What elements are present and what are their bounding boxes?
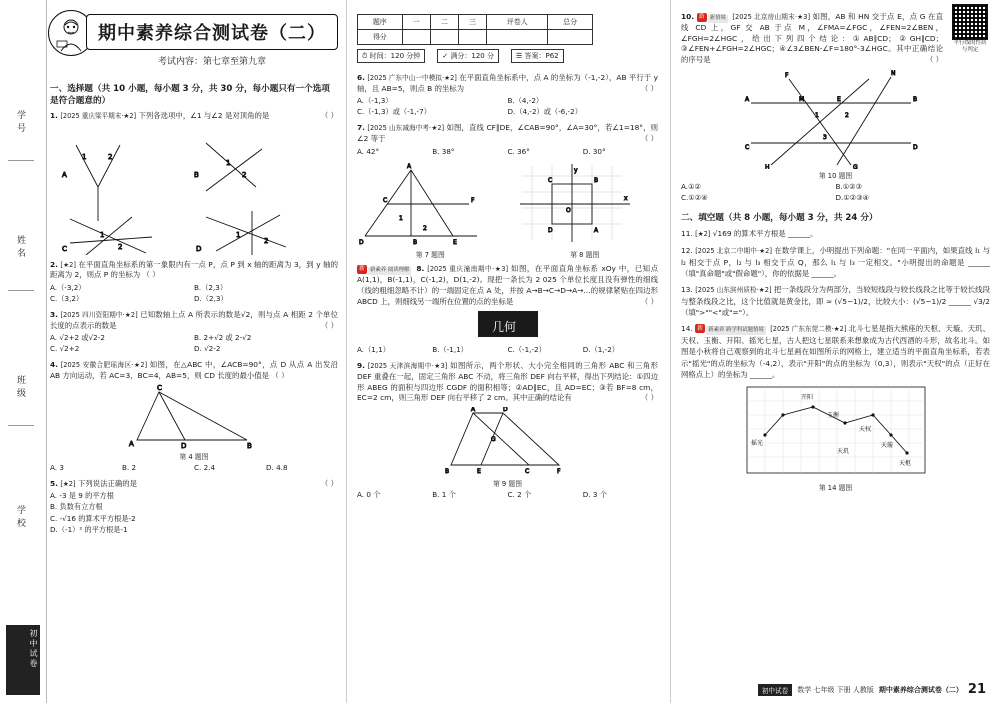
exam-total: ✓ 满分：120 分 [437, 49, 499, 63]
q5-option-c: C. -√16 的算术平方根是-2 [50, 513, 136, 523]
q9-number: 9. [357, 361, 365, 371]
svg-text:D: D [359, 239, 364, 247]
footer-meta: 数学 七年级 下册 人教版 [797, 685, 874, 694]
q3-option-b: B. 2+√2 或 2-√2 [194, 333, 252, 343]
q7-options [357, 147, 658, 158]
exam-answer-page: ☰ 答案：P62 [511, 49, 564, 63]
q2-answer-slot: （ ） [142, 270, 160, 280]
svg-text:y: y [573, 167, 578, 175]
q9-options [357, 490, 658, 501]
q8-tag: [2025 重庆潼南期中·★3] [427, 265, 509, 274]
score-cell-v5[interactable] [548, 30, 593, 45]
q10-options [681, 182, 990, 204]
star-label-tianshu: 天枢 [898, 459, 911, 467]
svg-text:2: 2 [264, 236, 269, 245]
q3-option-c: C. √2+2 [50, 344, 80, 354]
q10-answer-slot: （ ） [925, 55, 943, 65]
q5-number: 5. [50, 479, 58, 489]
q4-option-a: A. 3 [50, 463, 64, 473]
q11-tag: [★2] [695, 230, 711, 239]
q9-option-a: A. 0 个 [357, 490, 381, 500]
svg-text:E: E [476, 468, 481, 476]
q14-tag: [2025 广东东莞二模·★2] [770, 325, 847, 334]
q7-number: 7. [357, 123, 365, 133]
q2-option-a: A.（-3,2） [50, 283, 86, 293]
q14-text: 北斗七星是指大熊座的天枢、天璇、天玑、天权、玉衡、开阳、摇光七星，古人把这七星联系来想象成为古代西酒的斗形，故名北斗。如图是小秋将自己观察到的北斗七星画在如图所示的网格上，建立适当的平面直角坐标系，若表示"摇光"的点的坐标为（-4,2），表示"开阳"的点的坐标为（0,3），则表示"天权"的点（正好在网格点上）的坐标为 ______。 [681, 324, 990, 379]
q5-tag: [★2] [60, 480, 76, 489]
question-4 [50, 360, 338, 381]
q7-option-b: B. 38° [432, 146, 455, 156]
q3-answer-slot: （ ） [320, 320, 338, 330]
q5-option-d: D.（-1）² 的平方根是-1 [50, 525, 128, 535]
question-7 [357, 123, 658, 144]
q5-options [50, 490, 338, 536]
q12-text: 在数学课上，小明提出下列命题："在同一平面内，如果直线 l₁ 与 l₂ 相交于点 P，l₂ 与 l₃ 相交于点 Q，那么 l₁ 与 l₃ 一定相交。"小明提出的命题是 ______（填"真命题"或"假命题"），你的依据是 ______。 [681, 246, 990, 279]
q10-number: 10. [681, 12, 695, 21]
q14-figcap: 第 14 题图 [818, 483, 853, 492]
svg-text:F: F [471, 197, 475, 205]
svg-text:D: D [181, 442, 187, 451]
svg-text:C: C [744, 143, 749, 151]
q8-option-d: D.（1,-2） [582, 345, 619, 355]
q6-option-a: A.（-1,3） [357, 96, 393, 106]
q6-option-d: D.（4,-2）或（-6,-2） [507, 107, 582, 117]
score-cell-v0: 得分 [358, 30, 403, 45]
svg-text:C: C [62, 244, 67, 253]
svg-text:A: A [744, 95, 749, 103]
score-cell-h1: 一 [402, 15, 430, 30]
q5-answer-slot: （ ） [320, 479, 338, 489]
score-cell-h4: 评卷人 [487, 15, 548, 30]
footer-title: 期中素养综合测试卷（二） [878, 685, 963, 694]
q1-tag: [2025 重庆梁平期末·★2] [60, 112, 137, 120]
q4-option-b: B. 2 [122, 463, 137, 473]
q10-figcap: 第 10 题图 [818, 171, 853, 180]
footer-badge: 初中试卷 [758, 684, 792, 696]
strip-label-xuexiao: 学校 [15, 505, 25, 531]
title-block [50, 14, 338, 74]
svg-text:1: 1 [82, 152, 87, 161]
q12-number: 12. [681, 246, 693, 256]
q10-text: 如图，AB 和 HN 交于点 E，点 G 在直线 CD 上，GF 交 AB 于点 M，∠FMA=∠FGC，∠FEN=2∠BEN，∠FGH=2∠HGC，给出下列四个结论：①AB∥CD；②GH∥CD；③∠FEN+∠FGH=2∠HGC；④∠3∠BEN-∠F=180°-3∠HGC。其中正确结论的序号是 [681, 12, 943, 65]
svg-text:A: A [470, 407, 475, 414]
q9-figcap: 第 9 题图 [492, 480, 523, 489]
star-label-tianxuan: 天璇 [880, 441, 893, 449]
q1-answer-slot: （ ） [320, 111, 338, 120]
q9-option-c: C. 2 个 [507, 490, 532, 500]
svg-text:A: A [62, 170, 67, 179]
svg-text:F: F [556, 468, 560, 476]
q10-option-b: B.①②③ [835, 181, 863, 191]
svg-text:B: B [413, 239, 418, 247]
student-info-strip [0, 0, 47, 703]
svg-text:2: 2 [118, 242, 123, 251]
q11-number: 11. [681, 229, 693, 239]
q8-text: 如图，在平面直角坐标系 xOy 中，已知点 A(1,1)，B(-1,1)，C(-1,2)，D(1,-2)。现把一条长为 2 025 个单位长度且没有弹性的细线（线的粗细忽略不计）的一端固定在点 A 处，并按 A→B→C→D→A→…的规律紧贴在四边形 ABCD 上，则细线另一端所在位置的点的坐标是 [357, 264, 659, 306]
q1-text: 下列各选项中，∠1 与∠2 是对顶角的是 [138, 111, 270, 120]
q2-options [50, 283, 338, 305]
column-1 [50, 0, 338, 703]
q10-new-badge: 新 [698, 13, 705, 20]
q3-option-d: D. √2-2 [194, 344, 221, 354]
exam-time: ⏱ 时间：120 分钟 [357, 49, 425, 63]
svg-text:C: C [524, 468, 529, 476]
question-8 [357, 264, 658, 307]
svg-text:1: 1 [814, 111, 819, 119]
q9-answer-slot: （ ） [640, 393, 658, 403]
q9-text: 如图所示，两个形状、大小完全相同的三角形 ABC 和三角形 DEF 重叠在一起，固定三角形 ABC 不动，将三角形 DEF 向右平移，得出下列结论：①四边形 ABEG 的面积与四边形 CGDF 的面积相等；②AD∥EC，且 AD=EC；③若 BF=8 cm，EC=2 cm，则三角形 DEF 向右平移了 2 cm。其中正确的结论有 [357, 361, 658, 403]
score-cell-h3: 三 [459, 15, 487, 30]
svg-text:E: E [836, 95, 841, 103]
q3-text: 已知数轴上点 A 所表示的数是√2，则与点 A 相距 2 个单位长度的点表示的数是 [50, 309, 338, 330]
page-subtitle: 考试内容：第七章至第九章 [157, 57, 266, 67]
q13-number: 13. [681, 285, 693, 295]
q8-new-label: 新素养 阅读理解 [370, 267, 410, 274]
q4-figcap: 第 4 题图 [179, 453, 209, 462]
score-table-value-row [358, 30, 593, 45]
q14-new-label: 新素养 跨学科试题情境 [708, 327, 764, 334]
q10-option-c: C.①②④ [681, 192, 708, 202]
section-2-heading: 二、填空题（共 8 小题，每小题 3 分，共 24 分） [681, 213, 878, 224]
column-3 [670, 0, 990, 703]
q5-option-b: B. 负数有立方根 [50, 502, 103, 512]
q7-text: 如图，直线 CF∥DE，∠CAB=90°，∠A=30°，若∠1=18°，则∠2 等于 [357, 123, 658, 143]
qr-code-icon[interactable] [952, 4, 988, 40]
q10-figure [681, 69, 990, 169]
svg-text:B: B [593, 177, 598, 185]
svg-text:2: 2 [108, 152, 113, 161]
q8-options [357, 345, 658, 356]
svg-text:H: H [764, 163, 770, 169]
score-cell-h2: 二 [430, 15, 458, 30]
svg-text:A: A [407, 163, 412, 171]
q3-number: 3. [50, 309, 58, 319]
q8-number: 8. [416, 264, 425, 274]
svg-text:G: G [852, 163, 858, 169]
q14-number: 14. [681, 324, 693, 334]
score-cell-h5: 总分 [548, 15, 593, 30]
svg-text:1: 1 [226, 158, 231, 167]
q3-tag: [2025 四川资阳期中·★2] [60, 310, 138, 319]
svg-text:2: 2 [844, 111, 849, 119]
strip-label-xingming: 姓名 [15, 235, 25, 261]
q7-q8-figures [357, 160, 658, 259]
svg-text:C: C [547, 177, 552, 185]
svg-text:1: 1 [100, 230, 105, 239]
q8-figure [512, 160, 659, 259]
q7-option-d: D. 30° [582, 146, 606, 156]
star-label-kaiyang: 开阳 [800, 393, 813, 401]
svg-text:1: 1 [236, 230, 241, 239]
q10-tag: [2025 北京房山期末·★3] [732, 13, 811, 21]
strip-label-banji: 班级 [15, 375, 25, 401]
svg-text:B: B [194, 170, 199, 179]
question-9 [357, 361, 658, 404]
svg-text:B: B [247, 442, 252, 451]
svg-text:B: B [444, 468, 449, 476]
q7-figcap: 第 7 题图 [415, 251, 445, 260]
q8-option-c: C.（-1,-2） [507, 345, 546, 355]
q4-tag: [2025 安徽合肥瑶海区·★2] [60, 360, 148, 369]
q3-options [50, 333, 338, 355]
score-cell-v4[interactable] [487, 30, 548, 45]
svg-text:1: 1 [399, 215, 403, 223]
q10-option-d: D.①②③④ [835, 192, 870, 202]
q7-figure [357, 160, 504, 259]
q8-figcap: 第 8 题图 [570, 251, 600, 260]
score-cell-v3[interactable] [459, 30, 487, 45]
svg-text:3: 3 [822, 133, 827, 141]
q8-option-b: B.（-1,1） [432, 345, 468, 355]
q4-options [50, 463, 338, 474]
q1-figure [50, 125, 338, 255]
q10-new-label: 新情境 [709, 15, 726, 21]
svg-text:C: C [383, 197, 388, 205]
q4-text: 如图，在△ABC 中，∠ACB=90°，点 D 从点 A 出发沿 AB 方向运动，若 AC=3，BC=4，AB=5，则 CD 长度的最小值是 [50, 359, 339, 380]
score-cell-h0: 题序 [358, 15, 403, 30]
question-13 [681, 284, 990, 318]
score-cell-v2[interactable] [430, 30, 458, 45]
question-12 [681, 245, 990, 279]
q7-option-c: C. 36° [507, 146, 530, 156]
q6-options [357, 96, 658, 118]
question-2 [50, 260, 338, 281]
q8-decoration [357, 307, 658, 343]
svg-text:x: x [623, 195, 628, 203]
question-5 [50, 479, 338, 490]
q8-new-badge: 新 [359, 265, 366, 273]
q9-figure [357, 407, 658, 477]
footer-page-number: 21 [967, 682, 986, 697]
svg-text:2: 2 [423, 225, 427, 233]
q6-option-b: B.（4,-2） [507, 96, 544, 106]
q12-tag: [2025 北京二中期中·★2] [695, 247, 772, 256]
q2-option-b: B.（2,3） [194, 283, 228, 293]
q7-option-a: A. 42° [357, 146, 380, 156]
q6-text: 在平面直角坐标系中，点 A 的坐标为（-1,-2），AB 平行于 y 轴，且 AB=5，则点 B 的坐标为 [357, 73, 658, 93]
q14-new-badge: 新 [697, 325, 704, 333]
svg-text:N: N [890, 69, 895, 77]
svg-text:D: D [196, 244, 202, 253]
q4-number: 4. [50, 359, 58, 369]
q14-figure [681, 383, 990, 481]
star-label-tianji: 天玑 [836, 447, 849, 455]
q2-option-d: D.（2,3） [194, 294, 228, 303]
q9-option-b: B. 1 个 [432, 490, 456, 500]
svg-text:C: C [157, 384, 162, 393]
q2-text: 在平面直角坐标系的第一象限内有一点 P，点 P 到 x 轴的距离为 3，到 y 轴的距离为 2，则点 P 的坐标为 [50, 259, 338, 280]
q4-option-c: C. 2.4 [194, 463, 216, 473]
score-cell-v1[interactable] [402, 30, 430, 45]
q5-option-a: A. -3 是 9 的平方根 [50, 490, 114, 500]
svg-text:F: F [784, 71, 788, 79]
score-table-header-row [358, 15, 593, 30]
q4-figure [50, 384, 338, 450]
question-11 [681, 228, 990, 240]
score-table [357, 14, 593, 45]
q6-tag: [2025 广东中山一中模拟·★2] [367, 74, 457, 82]
star-label-yuheng: 玉衡 [826, 411, 839, 419]
q2-tag: [★2] [60, 260, 76, 269]
q11-text: √169 的算术平方根是 ______。 [712, 229, 818, 239]
section-1-heading: 一、选择题（共 10 小题，每小题 3 分，共 30 分，每小题只有一个选项是符合题意的） [50, 84, 330, 106]
svg-text:G: G [490, 436, 496, 444]
svg-text:D: D [547, 227, 553, 235]
question-10 [681, 12, 943, 66]
svg-text:A: A [129, 440, 134, 449]
q3-option-a: A. √2+2 或√2-2 [50, 333, 105, 343]
svg-text:2: 2 [242, 170, 247, 179]
page-title: 期中素养综合测试卷（二） [86, 14, 338, 50]
question-3 [50, 310, 338, 331]
q5-text: 下列说法正确的是 [77, 479, 138, 489]
q8-answer-slot: （ ） [640, 296, 658, 306]
star-label-yaoguang: 摇光 [750, 439, 763, 447]
q2-number: 2. [50, 259, 58, 269]
q6-number: 6. [357, 73, 365, 82]
qr-label: 平行线的性质与判定 [953, 40, 987, 53]
q8-option-a: A.（1,1） [357, 345, 390, 355]
exam-info [357, 49, 658, 63]
question-6 [357, 73, 658, 94]
q4-option-d: D. 4.8 [266, 463, 288, 473]
q2-option-c: C.（3,2） [50, 294, 84, 303]
svg-text:D: D [502, 407, 508, 414]
svg-text:E: E [453, 239, 457, 247]
corner-brand: 初中试卷 [6, 625, 40, 695]
q9-option-d: D. 3 个 [582, 490, 607, 500]
question-1 [50, 111, 338, 122]
q13-text: 把一条线段分为两部分，当较短线段与较长线段之比等于较长线段与整条线段之比，这个比值就是黄金比，即 ≈ (√5−1)/2，比较大小：(√5−1)/2 ______ √3/2（填">""<"或"="）。 [681, 285, 990, 318]
q7-answer-slot: （ ） [640, 133, 658, 143]
q7-tag: [2025 山东减海中考·★2] [367, 124, 445, 133]
question-14 [681, 323, 990, 379]
column-2 [346, 0, 658, 703]
svg-text:B: B [912, 95, 917, 103]
svg-text:A: A [593, 227, 598, 235]
q9-tag: [2025 天津滨海期中·★3] [367, 362, 448, 371]
star-label-tianquan: 天权 [858, 425, 871, 433]
svg-text:几何: 几何 [491, 320, 516, 335]
page-footer [758, 682, 986, 697]
svg-text:M: M [798, 95, 804, 103]
q13-tag: [2025 山东滨州质检·★2] [695, 286, 772, 295]
q6-answer-slot: （ ） [640, 83, 658, 93]
svg-text:O: O [565, 207, 571, 215]
q4-answer-slot: （ ） [271, 370, 289, 380]
q10-option-a: A.①② [681, 181, 701, 191]
q1-number: 1. [50, 111, 58, 120]
strip-label-xuehao: 学号 [15, 110, 25, 136]
svg-text:D: D [912, 143, 918, 151]
q6-option-c: C.（-1,3）或（-1,-7） [357, 107, 431, 117]
